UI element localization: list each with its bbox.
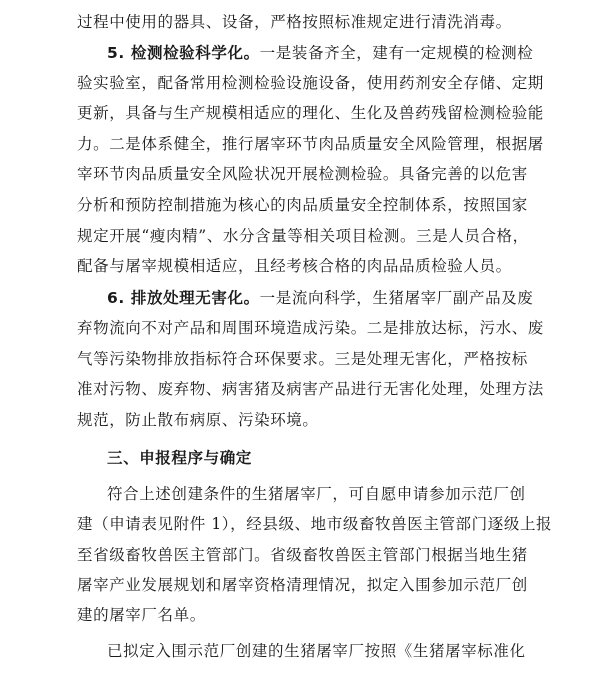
text-line: 过程中使用的器具、设备，严格按照标准规定进行清洗消毒。 <box>77 13 512 31</box>
text-line: 更新，具备与生产规模相适应的理化、生化及兽药残留检测检验能 <box>77 104 544 122</box>
text-line: 一是装备齐全，建有一定规模的检测检 <box>259 44 534 62</box>
text-line: 规定开展“瘦肉精”、水分含量等相关项目检测。三是人员合格， <box>77 227 529 245</box>
text-line: 建的屠宰厂名单。 <box>77 606 206 624</box>
section-6-line-1 <box>107 288 534 308</box>
text-line: 分析和预防控制措施为核心的肉品质量安全控制体系，按照国家 <box>77 196 528 214</box>
text-line: 配备与屠宰规模相适应，且经考核合格的肉品品质检验人员。 <box>77 257 512 275</box>
text-line: 准对污物、废弃物、病害猪及病害产品进行无害化处理，处理方法 <box>77 380 544 398</box>
section-5-line-1 <box>107 43 534 63</box>
section-3-heading: 三、申报程序与确定 <box>107 449 252 467</box>
text-line: 一是流向科学，生猪屠宰厂副产品及废 <box>259 289 534 307</box>
text-line: 气等污染物排放指标符合环保要求。三是处理无害化，严格按标 <box>77 350 528 368</box>
text-line: 宰环节肉品质量安全风险状况开展检测检验。具备完善的以危害 <box>77 165 528 183</box>
text-line: 符合上述创建条件的生猪屠宰厂，可自愿申请参加示范厂创 <box>107 485 526 503</box>
text-line: 屠宰产业发展规划和屠宰资格清理情况，拟定入围参加示范厂创 <box>77 576 528 594</box>
text-line: 规范，防止散布病原、污染环境。 <box>77 411 319 429</box>
text-line: 弃物流向不对产品和周围环境造成污染。二是排放达标，污水、废 <box>77 319 544 337</box>
text-line: 建（申请表见附件 1），经县级、地市级畜牧兽医主管部门逐级上报 <box>77 515 553 533</box>
text-line: 已拟定入围示范厂创建的生猪屠宰厂按照《生猪屠宰标准化 <box>107 642 526 660</box>
section-6-title: 6. 排放处理无害化。 <box>107 289 260 307</box>
text-line: 力。二是体系健全，推行屠宰环节肉品质量安全风险管理，根据屠 <box>77 135 544 153</box>
text-line: 至省级畜牧兽医主管部门。省级畜牧兽医主管部门根据当地生猪 <box>77 546 528 564</box>
text-line: 验实验室，配备常用检测检验设施设备，使用药剂安全存储、定期 <box>77 74 544 92</box>
section-5-title: 5. 检测检验科学化。 <box>107 44 260 62</box>
